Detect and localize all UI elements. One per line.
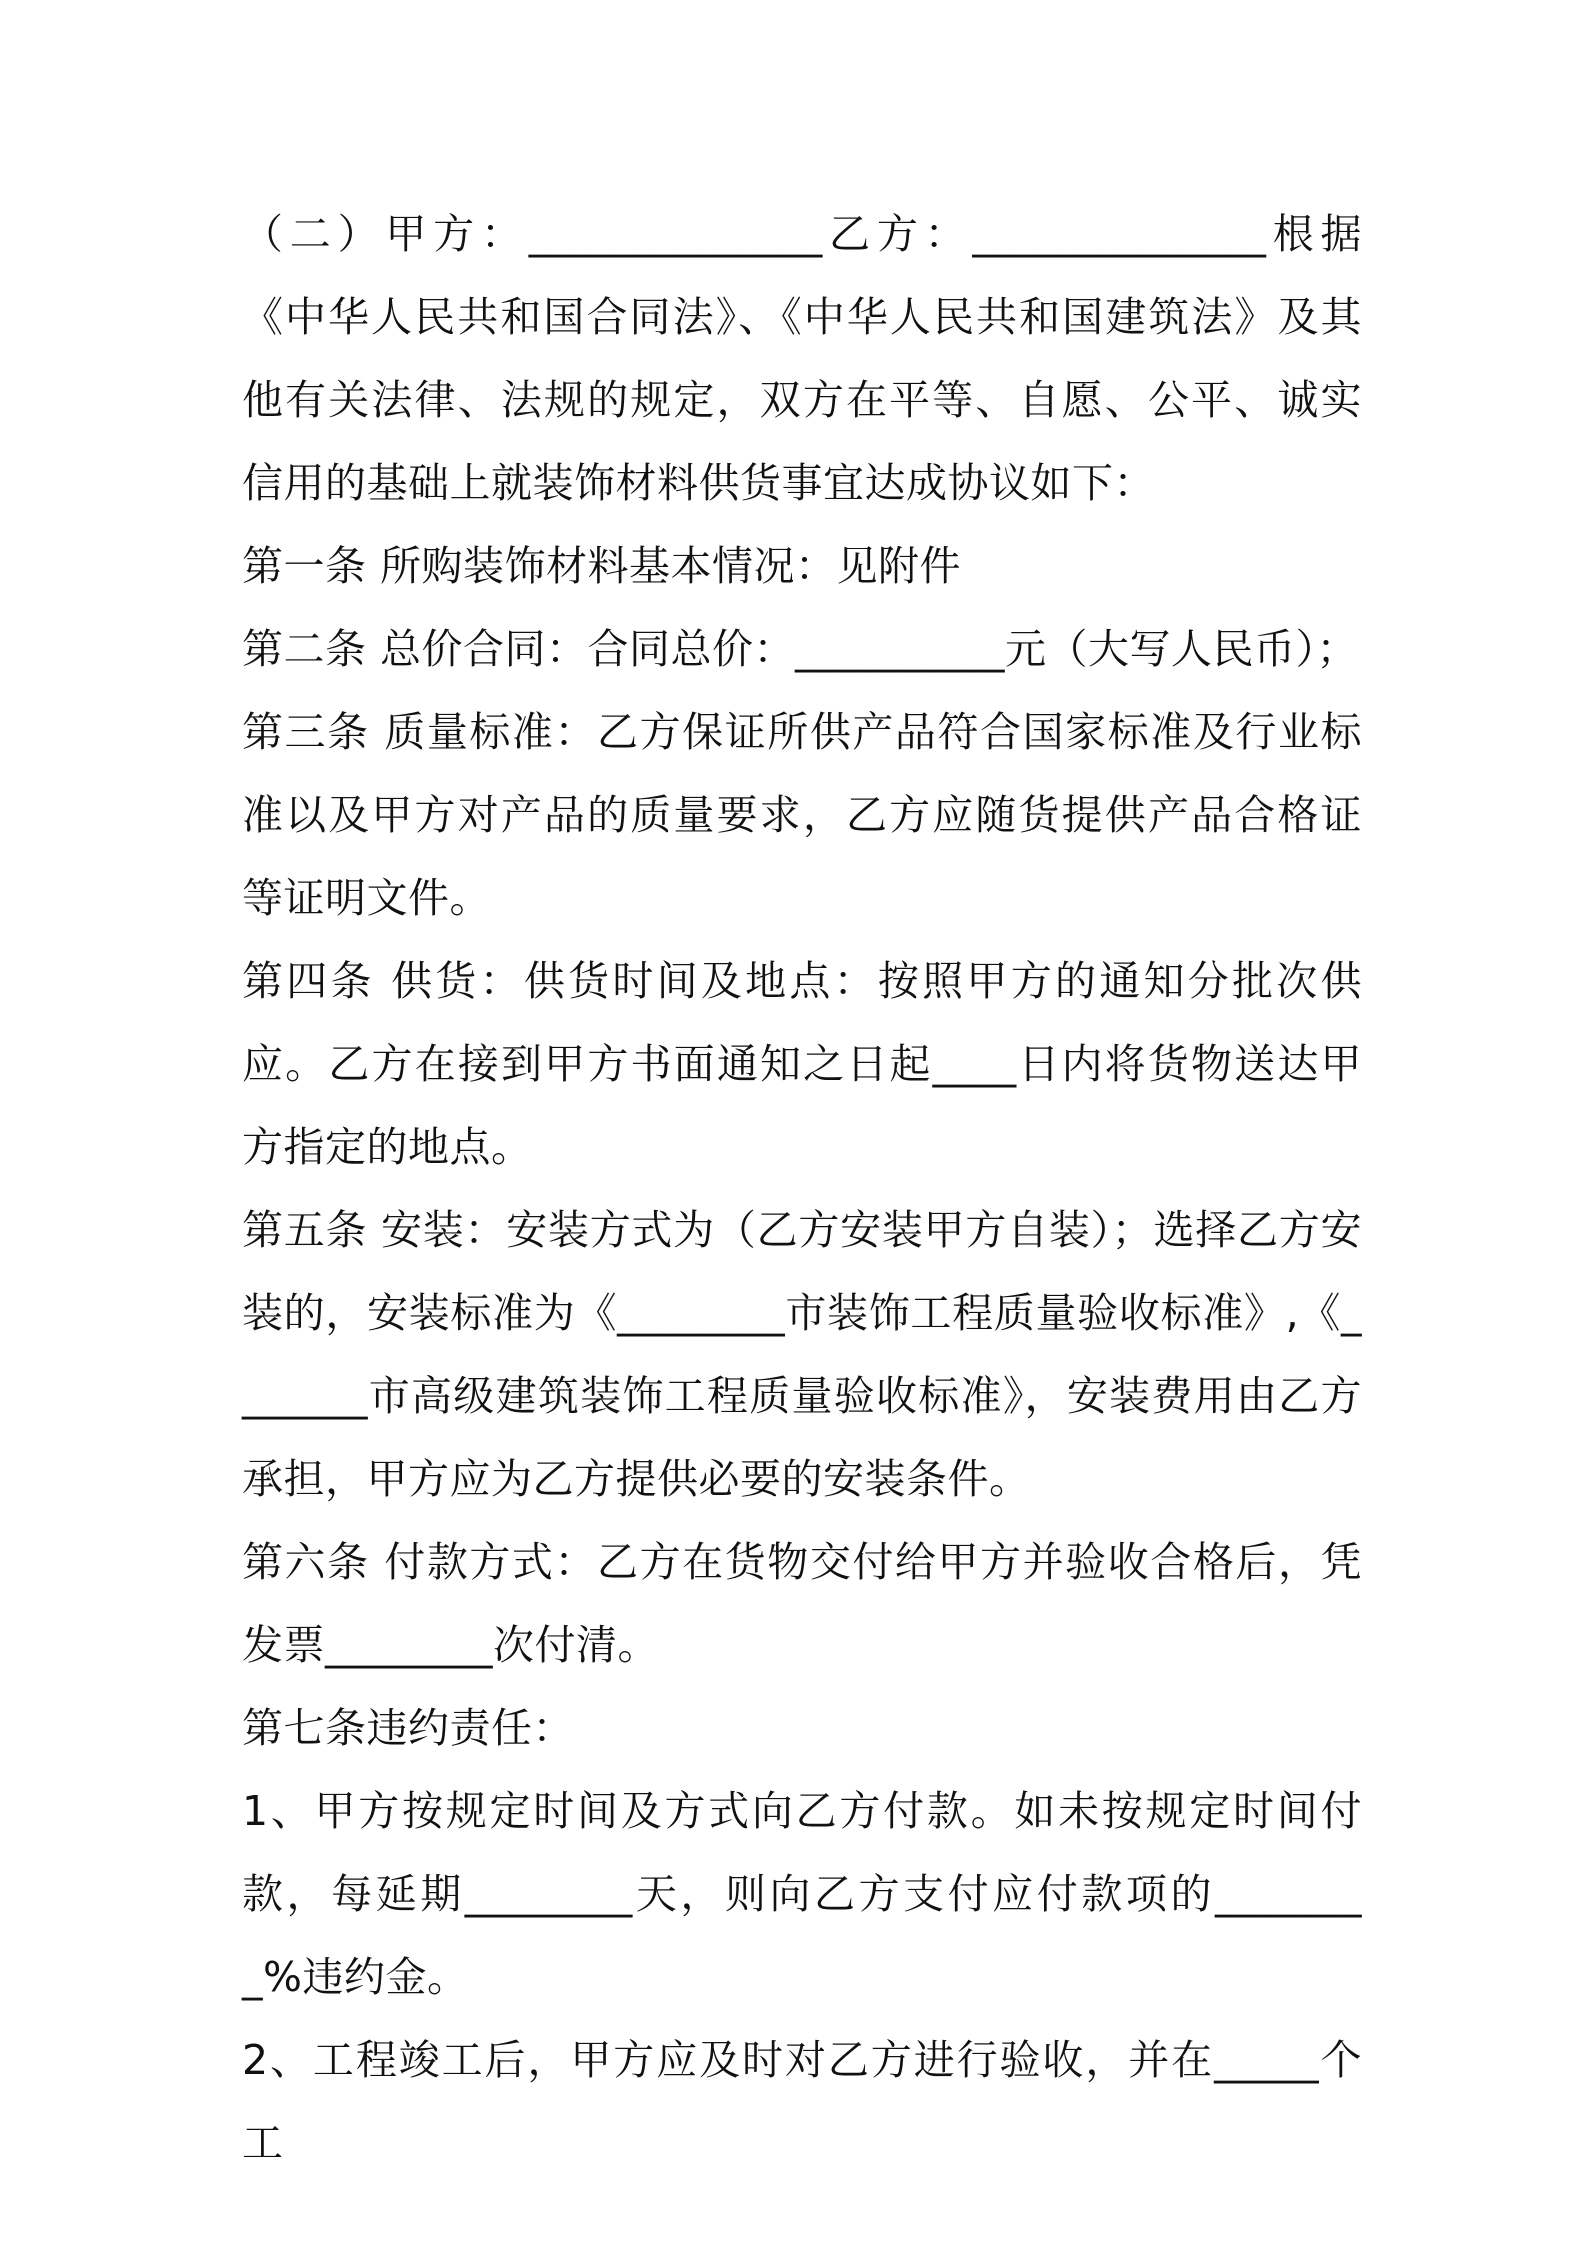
article-6: 第六条 付款方式：乙方在货物交付给甲方并验收合格后，凭发票________次付清。 <box>242 1538 1362 1669</box>
article-4: 第四条 供货：供货时间及地点：按照甲方的通知分批次供应。乙方在接到甲方书面通知之日起____日内将货物送达甲方指定的地点。 <box>242 957 1362 1171</box>
article-1: 第一条 所购装饰材料基本情况：见附件 <box>242 542 962 590</box>
article-7-heading: 第七条违约责任： <box>242 1704 574 1752</box>
contract-body <box>242 193 1362 2185</box>
article-7-item-2: 2、工程竣工后，甲方应及时对乙方进行验收，并在_____个工 <box>242 2036 1362 2167</box>
article-7-item-1: 1、甲方按规定时间及方式向乙方付款。如未按规定时间付款，每延期________天，则向乙方支付应付款项的________%违约金。 <box>242 1787 1362 2001</box>
article-5: 第五条 安装：安装方式为（乙方安装甲方自装）；选择乙方安装的，安装标准为《________市装饰工程质量验收标准》,《_______市高级建筑装饰工程质量验收标准》，安装费用由乙方承担，甲方应为乙方提供必要的安装条件。 <box>242 1206 1362 1503</box>
article-3: 第三条 质量标准：乙方保证所供产品符合国家标准及行业标准以及甲方对产品的质量要求，乙方应随货提供产品合格证等证明文件。 <box>242 708 1362 922</box>
article-2: 第二条 总价合同：合同总价：__________元（大写人民币）； <box>242 625 1359 673</box>
intro-paragraph: （二）甲方：______________乙方：______________根据《中华人民共和国合同法》、《中华人民共和国建筑法》及其他有关法律、法规的规定，双方在平等、自愿、公平、诚实信用的基础上就装饰材料供货事宜达成协议如下： <box>242 210 1362 507</box>
